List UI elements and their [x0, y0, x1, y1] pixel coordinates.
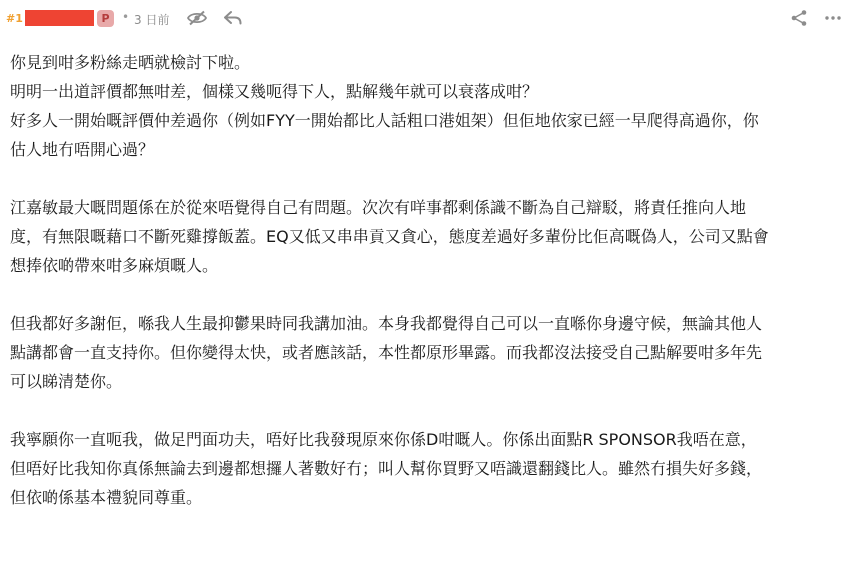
text-line: 點講都會一直支持你。但你變得太快，或者應該話，本性都原形畢露。而我都沒法接受自己點解要咁多年先	[10, 343, 763, 362]
reply-arrow-icon[interactable]	[222, 8, 244, 28]
paragraph	[10, 309, 848, 396]
share-icon[interactable]	[788, 8, 810, 28]
text-line: 但唔好比我知你真係無論去到邊都想攞人著數好冇；叫人幫你買野又唔識還翻錢比人。雖然冇損失好多錢，	[10, 459, 763, 478]
user-badge: P	[97, 10, 114, 27]
post-time: 3 日前	[134, 13, 170, 27]
text-line: 你見到咁多粉絲走晒就檢討下啦。	[10, 53, 251, 72]
text-line: 但依啲係基本禮貌同尊重。	[10, 488, 203, 507]
floor-number: #1	[6, 12, 23, 25]
paragraph	[10, 193, 848, 280]
paragraph	[10, 48, 848, 164]
paragraph	[10, 425, 848, 512]
text-line: 度，有無限嘅藉口不斷死雞撐飯蓋。EQ又低又串串貢又貪心，態度差過好多輩份比佢高嘅偽人，公司又點會	[10, 227, 769, 246]
post-content	[10, 48, 848, 541]
text-line: 估人地冇唔開心過？	[10, 140, 155, 159]
eye-slash-icon[interactable]	[186, 8, 208, 28]
username-redacted[interactable]	[25, 10, 94, 26]
text-line: 可以睇清楚你。	[10, 372, 123, 391]
text-line: 想捧依啲帶來咁多麻煩嘅人。	[10, 256, 219, 275]
text-line: 但我都好多謝佢，喺我人生最抑鬱果時同我講加油。本身我都覺得自己可以一直喺你身邊守候，無論其他人	[10, 314, 763, 333]
post-header	[0, 6, 857, 34]
more-dots-icon[interactable]	[822, 8, 844, 28]
text-line: 江嘉敏最大嘅問題係在於從來唔覺得自己有問題。次次有咩事都剩係識不斷為自己辯駁，將責任推向人地	[10, 198, 747, 217]
text-line: 我寧願你一直呃我，做足門面功夫，唔好比我發現原來你係D咁嘅人。你係出面點R SPONSOR我唔在意，	[10, 430, 757, 449]
separator-dot: •	[122, 10, 130, 24]
text-line: 好多人一開始嘅評價仲差過你（例如FYY一開始都比人話粗口港姐架）但佢地依家已經一早爬得高過你，你	[10, 111, 759, 130]
text-line: 明明一出道評價都無咁差，個樣又幾呃得下人，點解幾年就可以衰落成咁？	[10, 82, 539, 101]
